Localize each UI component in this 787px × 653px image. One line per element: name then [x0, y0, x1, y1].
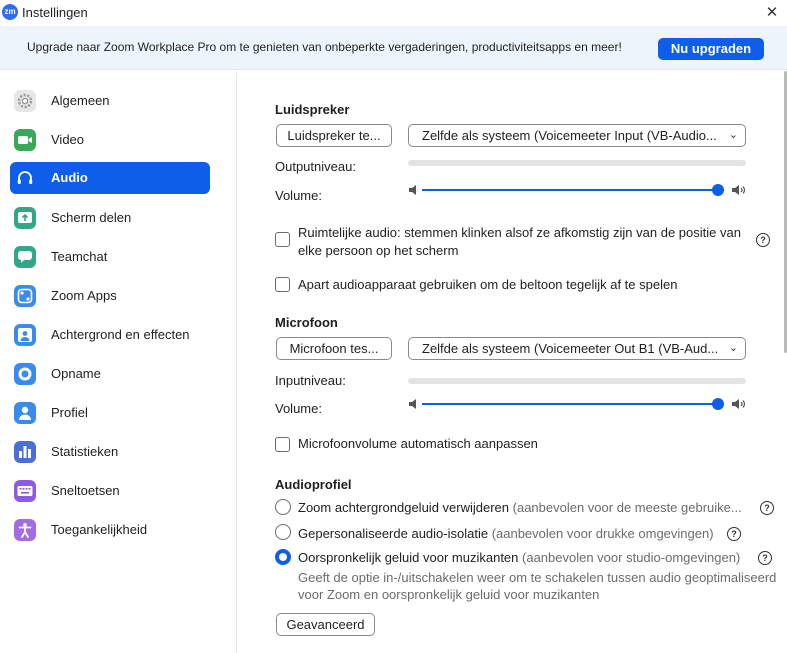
slider-track [422, 403, 720, 405]
sidebar-item-label: Video [51, 132, 85, 147]
title-bar [0, 0, 787, 26]
window-title: Instellingen [22, 5, 88, 20]
original-sound-description-cont: voor Zoom en oorspronkelijk geluid voor muzikanten [298, 587, 600, 602]
share-screen-icon [14, 207, 36, 229]
keyboard-icon [14, 480, 36, 502]
sidebar-item-audio[interactable] [10, 162, 210, 194]
advanced-button[interactable]: Geavanceerd [276, 613, 375, 636]
upgrade-button[interactable]: Nu upgraden [658, 38, 764, 60]
sidebar [0, 71, 237, 653]
chat-bubble-icon [14, 246, 36, 268]
sidebar-item-label: Teamchat [51, 249, 108, 264]
chevron-down-icon: ⌄ [728, 129, 738, 141]
speaker-device-value: Zelfde als systeem (Voicemeeter Input (VB-Audio... [422, 128, 717, 143]
speaker-volume-slider[interactable] [408, 183, 747, 197]
sidebar-item-teamchat[interactable] [10, 241, 210, 273]
test-microphone-button[interactable]: Microfoon tes... [276, 337, 392, 360]
sidebar-item-video[interactable] [10, 124, 210, 156]
sidebar-item-label: Audio [51, 170, 88, 185]
sidebar-item-profiel[interactable] [10, 397, 210, 429]
audio-settings-panel [238, 71, 787, 653]
volume-high-icon [731, 184, 747, 196]
sidebar-item-label: Statistieken [51, 444, 119, 459]
sidebar-item-label: Opname [51, 366, 101, 381]
upgrade-banner [0, 26, 787, 70]
radio-audio-isolation[interactable] [275, 524, 291, 540]
volume-low-icon [408, 184, 418, 196]
spatial-audio-checkbox[interactable] [275, 232, 290, 247]
profile-icon [14, 402, 36, 424]
video-camera-icon [14, 129, 36, 151]
microphone-section-title: Microfoon [275, 315, 338, 330]
banner-text: Upgrade naar Zoom Workplace Pro om te genieten van onbeperkte vergaderingen, productiviteitsapps en meer! [27, 40, 622, 54]
audio-profile-section-title: Audioprofiel [275, 477, 352, 492]
radio-label-audio-isolation: Gepersonaliseerde audio-isolatie (aanbevolen voor drukke omgevingen) [298, 526, 714, 541]
original-sound-description: Geeft de optie in-/uitschakelen weer om te schakelen tussen audio geoptimaliseerd [298, 570, 777, 585]
output-level-label: Outputniveau: [275, 159, 356, 174]
output-level-meter [408, 160, 746, 166]
input-level-label: Inputniveau: [275, 373, 346, 388]
microphone-device-select[interactable] [408, 337, 746, 360]
slider-thumb[interactable] [712, 184, 724, 196]
volume-high-icon [731, 398, 747, 410]
radio-background-noise[interactable] [275, 499, 291, 515]
zoom-logo-icon: zm [2, 4, 18, 20]
help-icon[interactable]: ? [758, 551, 772, 565]
radio-label-background-noise: Zoom achtergrondgeluid verwijderen (aanbevolen voor de meeste gebruike... [298, 500, 742, 515]
sidebar-item-opname[interactable] [10, 358, 210, 390]
sidebar-item-label: Scherm delen [51, 210, 132, 225]
auto-adjust-volume-checkbox[interactable] [275, 437, 290, 452]
chevron-down-icon: ⌄ [728, 342, 738, 354]
radio-label-original-sound: Oorspronkelijk geluid voor muzikanten (aanbevolen voor studio-omgevingen) [298, 550, 741, 565]
auto-adjust-volume-label: Microfoonvolume automatisch aanpassen [298, 436, 538, 451]
sidebar-item-zoom-apps[interactable] [10, 280, 210, 312]
close-icon[interactable]: ✕ [765, 4, 779, 21]
background-icon [14, 324, 36, 346]
gear-icon [14, 90, 36, 112]
sidebar-item-sneltoetsen[interactable] [10, 475, 210, 507]
separate-device-checkbox[interactable] [275, 277, 290, 292]
spatial-audio-label: Ruimtelijke audio: stemmen klinken alsof ze afkomstig zijn van de positie van elke persoon op het scherm [298, 225, 741, 258]
microphone-device-value: Zelfde als systeem (Voicemeeter Out B1 (VB-Aud... [422, 341, 719, 356]
microphone-volume-label: Volume: [275, 401, 322, 416]
input-level-meter [408, 378, 746, 384]
microphone-volume-slider[interactable] [408, 397, 747, 411]
sidebar-item-statistieken[interactable] [10, 436, 210, 468]
headphones-icon [14, 167, 36, 189]
sidebar-item-toegankelijkheid[interactable] [10, 514, 210, 546]
apps-icon [14, 285, 36, 307]
help-icon[interactable]: ? [756, 233, 770, 247]
sidebar-item-label: Algemeen [51, 93, 110, 108]
sidebar-item-label: Zoom Apps [51, 288, 117, 303]
volume-low-icon [408, 398, 418, 410]
sidebar-item-label: Toegankelijkheid [51, 522, 148, 537]
slider-thumb[interactable] [712, 398, 724, 410]
sidebar-item-label: Profiel [51, 405, 88, 420]
accessibility-icon [14, 519, 36, 541]
help-icon[interactable]: ? [727, 527, 741, 541]
sidebar-item-scherm-delen[interactable] [10, 202, 210, 234]
speaker-section-title: Luidspreker [275, 102, 350, 117]
separate-device-label: Apart audioapparaat gebruiken om de beltoon tegelijk af te spelen [298, 277, 678, 292]
record-icon [14, 363, 36, 385]
sidebar-item-label: Sneltoetsen [51, 483, 120, 498]
sidebar-item-label: Achtergrond en effecten [51, 327, 190, 342]
slider-track [422, 189, 720, 191]
sidebar-item-achtergrond[interactable] [10, 319, 210, 351]
speaker-device-select[interactable] [408, 124, 746, 147]
test-speaker-button[interactable]: Luidspreker te... [276, 124, 392, 147]
statistics-icon [14, 441, 36, 463]
sidebar-item-algemeen[interactable] [10, 85, 210, 117]
speaker-volume-label: Volume: [275, 188, 322, 203]
help-icon[interactable]: ? [760, 501, 774, 515]
radio-original-sound[interactable] [275, 549, 291, 565]
